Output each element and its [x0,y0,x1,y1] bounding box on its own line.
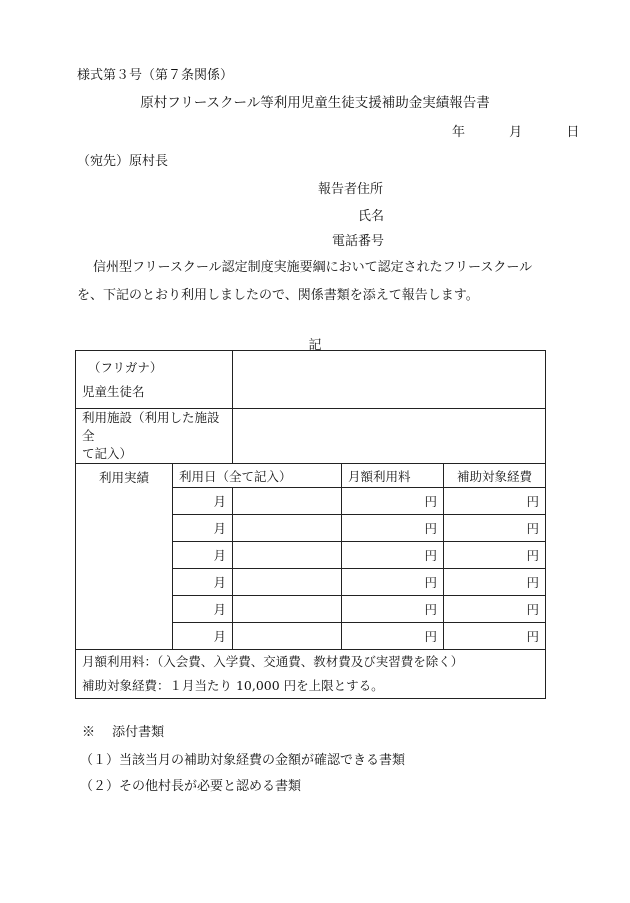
eligible-cost-cell[interactable]: 円 [444,515,546,542]
notes-row [76,650,546,699]
attachments-heading: ※ 添付書類 [82,725,165,740]
date-month: 月 [509,125,523,140]
reporter-address-label: 報告者住所 [318,182,384,197]
eligible-cost-cell[interactable]: 円 [444,488,546,515]
usage-days-cell[interactable] [233,488,342,515]
date-line [452,121,579,140]
facility-field[interactable] [233,409,546,464]
attachment-item: （２）その他村長が必要と認める書類 [80,779,302,794]
reporter-name-label: 氏名 [358,209,385,224]
facility-label-line-1: 利用施設（利用した施設全 [82,410,220,443]
monthly-fee-cell[interactable]: 円 [342,488,444,515]
usage-days-cell[interactable] [233,542,342,569]
facility-label-line-2: て記入） [82,446,133,461]
month-cell[interactable]: 月 [173,515,233,542]
monthly-fee-header: 月額利用料 [342,464,444,488]
usage-days-cell[interactable] [233,623,342,650]
ki-heading: 記 [308,338,322,353]
monthly-fee-cell[interactable]: 円 [342,542,444,569]
month-cell[interactable]: 月 [173,569,233,596]
notes-cell [76,650,546,699]
table-header-row [76,464,546,488]
month-cell[interactable]: 月 [173,488,233,515]
eligible-cost-cell[interactable]: 円 [444,569,546,596]
monthly-fee-cell[interactable]: 円 [342,515,444,542]
monthly-fee-cell[interactable]: 円 [342,623,444,650]
student-name-label: 児童生徒名 [82,383,145,399]
eligible-cost-cell[interactable]: 円 [444,596,546,623]
eligible-cost-header: 補助対象経費 [444,464,546,488]
document-title: 原村フリースクール等利用児童生徒支援補助金実績報告書 [140,95,490,111]
eligible-cost-note: 補助対象経費：１月当たり 10,000 円を上限とする。 [82,678,384,693]
monthly-fee-cell[interactable]: 円 [342,596,444,623]
month-cell[interactable]: 月 [173,623,233,650]
facility-label-cell [76,409,233,464]
monthly-fee-cell[interactable]: 円 [342,569,444,596]
month-cell[interactable]: 月 [173,542,233,569]
monthly-fee-note: 月額利用料：（入会費、入学費、交通費、教材費及び実習費を除く） [82,654,464,669]
month-cell[interactable]: 月 [173,596,233,623]
eligible-cost-cell[interactable]: 円 [444,623,546,650]
student-name-field[interactable] [233,351,546,409]
facility-row [76,409,546,464]
attachment-item: （１）当該当月の補助対象経費の金額が確認できる書類 [80,753,406,768]
usage-days-cell[interactable] [233,569,342,596]
report-table [75,350,546,699]
student-name-label-cell [76,351,233,409]
furigana-label: （フリガナ） [88,359,163,375]
results-label: 利用実績 [76,464,173,650]
form-number: 様式第３号（第７条関係） [77,68,234,83]
body-text-line-2: を、下記のとおり利用しましたので、関係書類を添えて報告します。 [77,288,479,303]
date-year: 年 [452,125,466,140]
usage-days-cell[interactable] [233,515,342,542]
student-name-row [76,351,546,409]
usage-days-cell[interactable] [233,596,342,623]
date-day: 日 [566,125,580,140]
addressee: （宛先）原村長 [77,154,169,169]
eligible-cost-cell[interactable]: 円 [444,542,546,569]
reporter-phone-label: 電話番号 [332,234,385,249]
body-text-line-1: 信州型フリースクール認定制度実施要綱において認定されたフリースクール [93,260,533,275]
usage-days-header: 利用日（全て記入） [173,464,342,488]
